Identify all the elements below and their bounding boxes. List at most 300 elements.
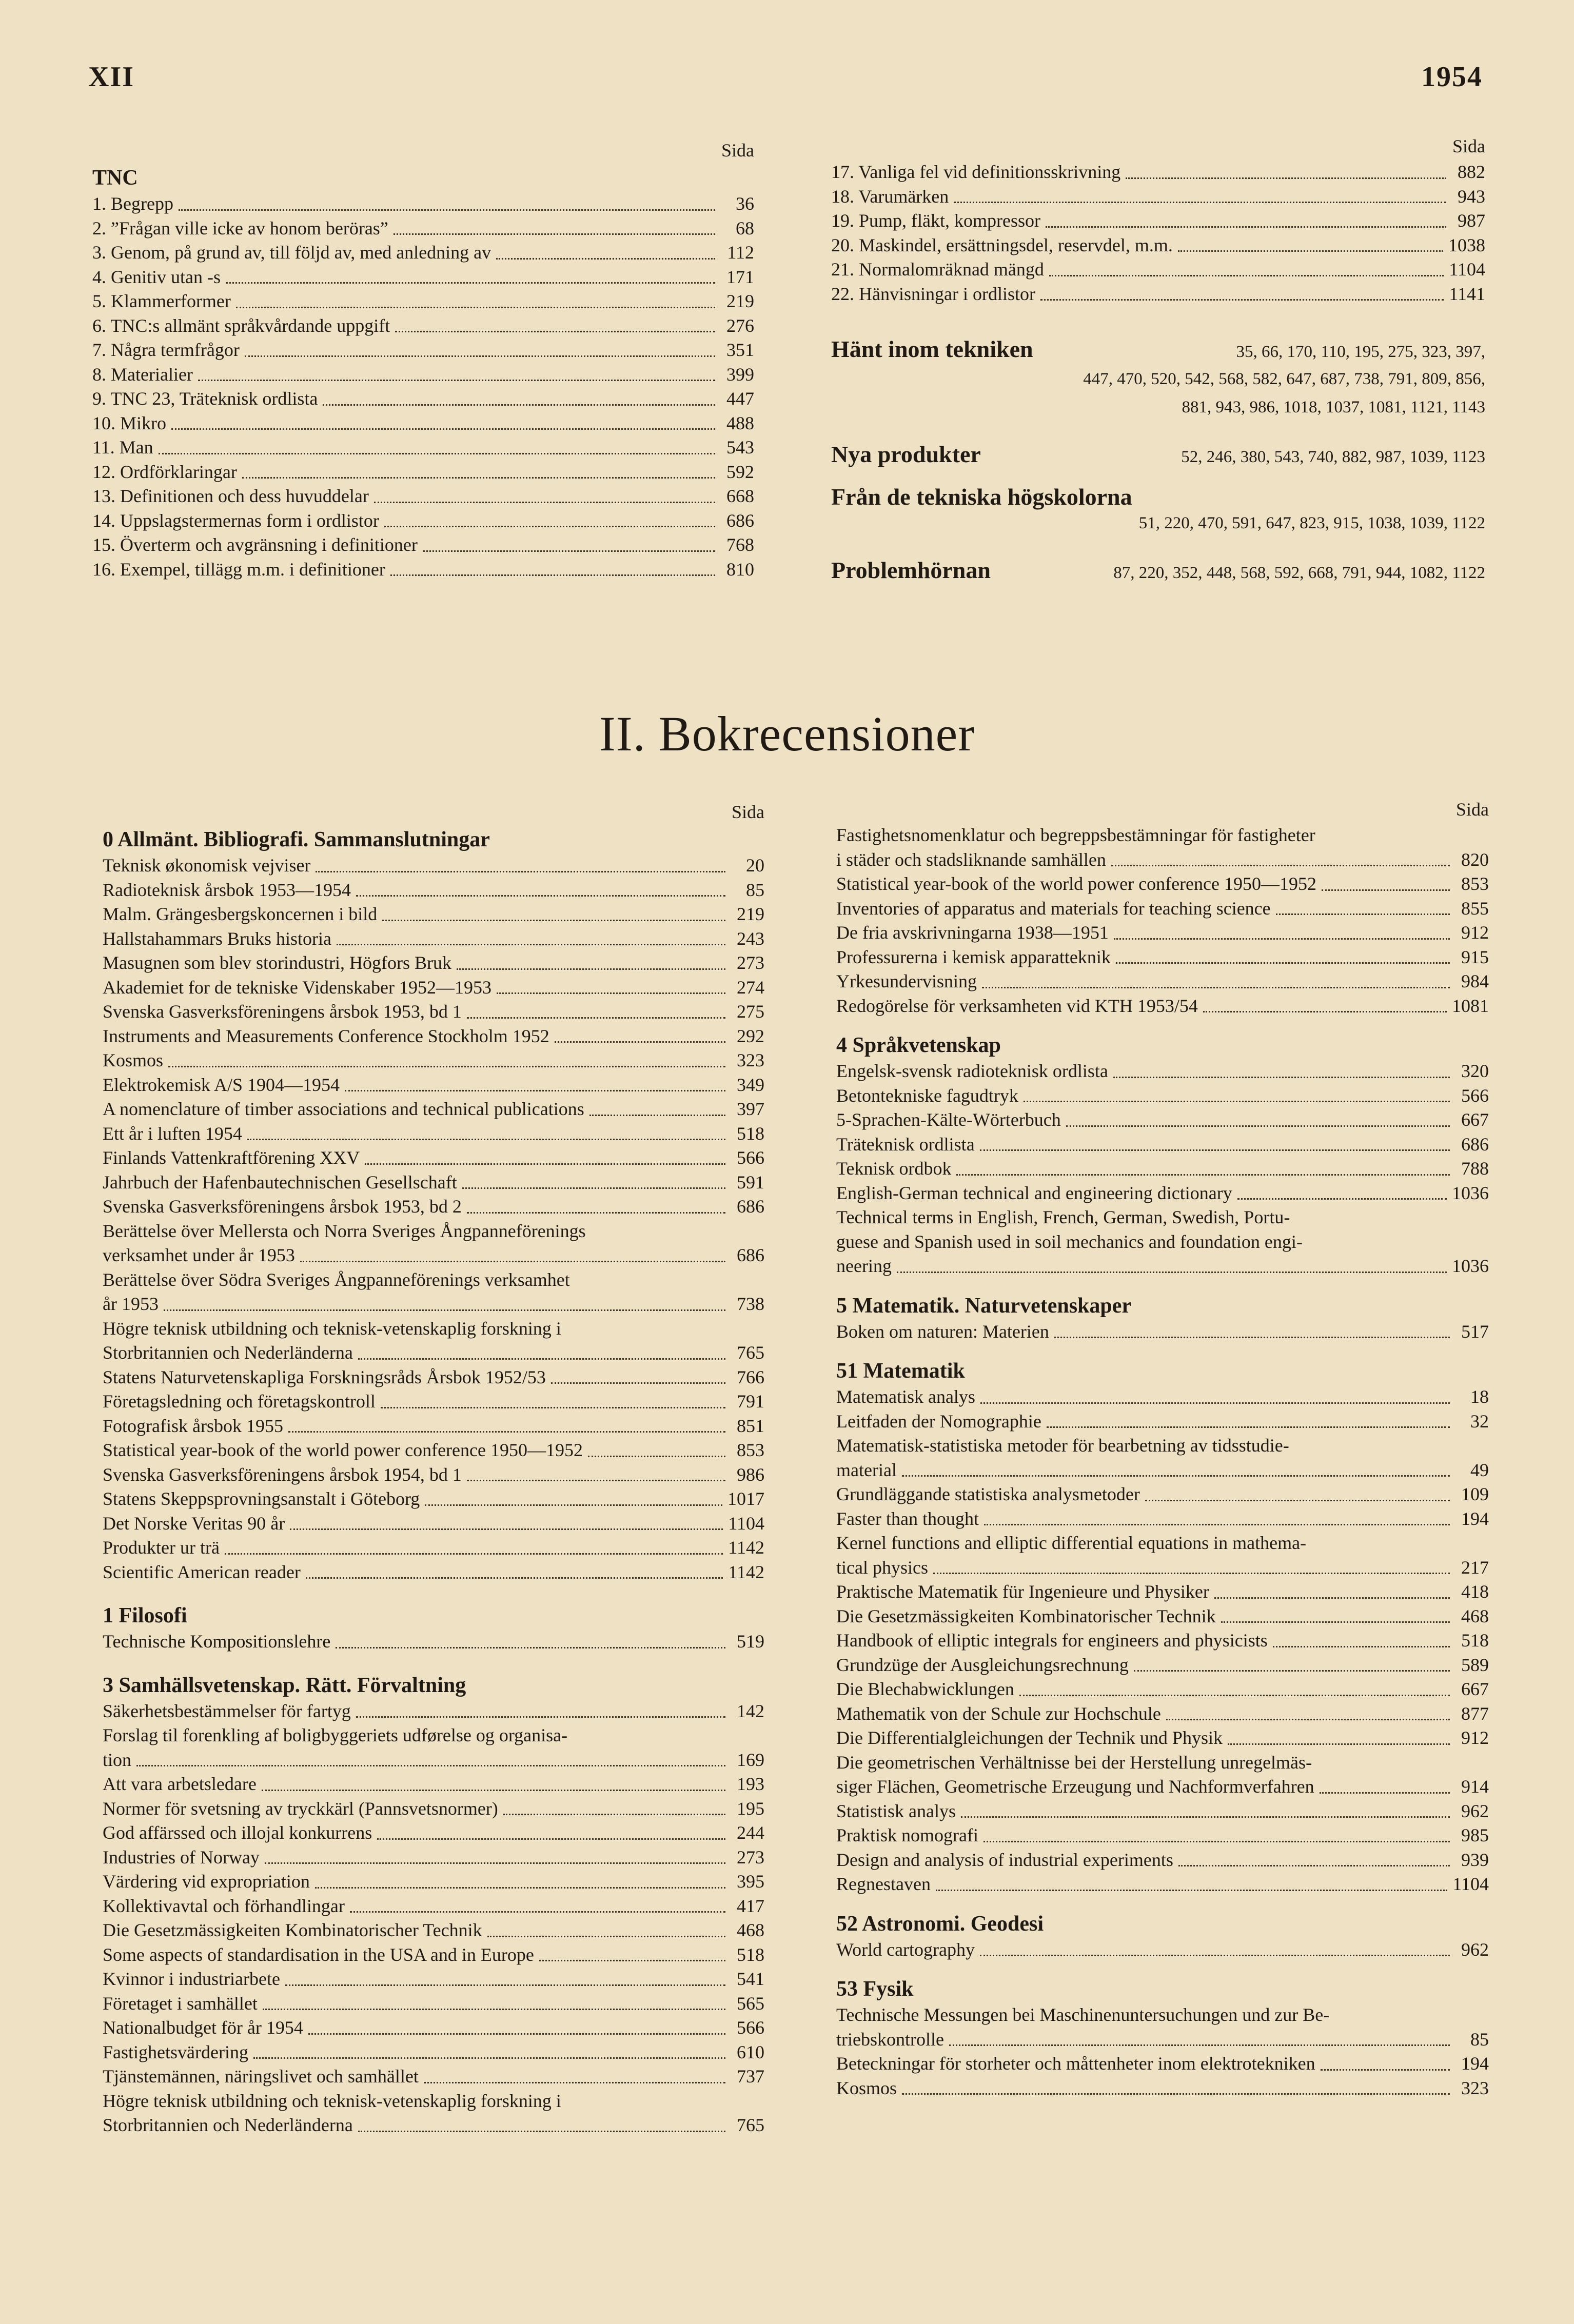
dot-leader bbox=[1116, 962, 1450, 964]
page-ref: 351 bbox=[726, 340, 754, 360]
page-ref: 566 bbox=[1461, 1085, 1489, 1106]
index-entry bbox=[836, 1556, 1489, 1580]
page-ref: 417 bbox=[737, 1895, 764, 1916]
entry-title: Design and analysis of industrial experiments bbox=[836, 1849, 1173, 1870]
dot-leader bbox=[171, 428, 715, 430]
dot-leader bbox=[467, 1017, 725, 1019]
entry-title: Radioteknisk årsbok 1953—1954 bbox=[103, 879, 351, 900]
page-ref: 686 bbox=[1461, 1134, 1489, 1155]
entry-title: neering bbox=[836, 1256, 892, 1276]
dot-leader bbox=[300, 1261, 725, 1262]
reviews-left-column bbox=[103, 800, 764, 2138]
index-entry bbox=[103, 1512, 764, 1536]
index-entry bbox=[103, 1918, 764, 1943]
dot-leader bbox=[350, 1911, 725, 1913]
page-ref: 320 bbox=[1461, 1061, 1489, 1081]
entry-title: 13. Definitionen och dess huvuddelar bbox=[92, 486, 369, 506]
dot-leader bbox=[936, 1890, 1447, 1891]
index-entry bbox=[836, 1799, 1489, 1824]
page-ref: 566 bbox=[737, 1147, 764, 1168]
index-entry bbox=[836, 1059, 1489, 1084]
page-ref: 1141 bbox=[1449, 283, 1485, 304]
index-entry bbox=[103, 1195, 764, 1219]
entry-title: 7. Några termfrågor bbox=[92, 340, 240, 360]
page-ref: 194 bbox=[1461, 2053, 1489, 2074]
dot-leader bbox=[1166, 1719, 1450, 1720]
index-entry bbox=[831, 257, 1485, 282]
entry-title: Technische Kompositionslehre bbox=[103, 1631, 331, 1652]
dot-leader bbox=[956, 1174, 1450, 1176]
dot-leader bbox=[226, 282, 715, 284]
index-entry bbox=[831, 185, 1485, 209]
page-ref: 667 bbox=[1461, 1109, 1489, 1130]
page-ref: 518 bbox=[737, 1944, 764, 1965]
page-ref: 686 bbox=[737, 1245, 764, 1265]
page-ref: 668 bbox=[726, 486, 754, 506]
section-1-title: 1 Filosofi bbox=[103, 1604, 187, 1627]
index-entry bbox=[103, 1073, 764, 1098]
entry-title: Fastighetsvärdering bbox=[103, 2041, 248, 2062]
entry-title: Akademiet for de tekniske Videnskaber 1952—1953 bbox=[103, 977, 491, 998]
index-entry bbox=[836, 1823, 1489, 1848]
section-0-title: 0 Allmänt. Bibliografi. Sammanslutningar bbox=[103, 828, 490, 851]
page-ref: 193 bbox=[737, 1774, 764, 1794]
entry-title: tical physics bbox=[836, 1557, 928, 1578]
sida-label: Sida bbox=[1455, 799, 1489, 820]
page-ref: 591 bbox=[737, 1171, 764, 1193]
entry-title: Praktisk nomografi bbox=[836, 1825, 978, 1845]
dot-leader bbox=[1145, 1500, 1450, 1501]
entry-title: Storbritannien och Nederländerna bbox=[103, 1342, 353, 1363]
page-ref: 962 bbox=[1461, 1939, 1489, 1960]
index-list bbox=[836, 1482, 1489, 1531]
entry-title: siger Flächen, Geometrische Erzeugung und Nachformverfahren bbox=[836, 1776, 1314, 1797]
index-entry bbox=[103, 1630, 764, 1654]
dot-leader bbox=[1066, 1125, 1450, 1127]
index-entry bbox=[831, 160, 1485, 185]
index-entry bbox=[836, 1084, 1489, 1108]
dot-leader bbox=[984, 1524, 1450, 1525]
index-entry bbox=[103, 976, 764, 1000]
entry-title: Kosmos bbox=[836, 2077, 897, 2098]
multiline-entry bbox=[836, 823, 1489, 872]
index-entry bbox=[103, 1170, 764, 1195]
sida-label: Sida bbox=[731, 802, 764, 822]
index-entry bbox=[103, 1536, 764, 1560]
dot-leader bbox=[589, 1115, 725, 1116]
dot-leader bbox=[980, 1955, 1450, 1956]
nya-produkter bbox=[831, 442, 1485, 470]
page-ref: 738 bbox=[737, 1294, 764, 1314]
index-list bbox=[836, 1385, 1489, 1434]
page-ref: 589 bbox=[1461, 1654, 1489, 1675]
entry-title: Finlands Vattenkraftförening XXV bbox=[103, 1147, 360, 1168]
entry-title: 1. Begrepp bbox=[92, 193, 173, 214]
tnc-column bbox=[92, 138, 754, 582]
dot-leader bbox=[1203, 1011, 1447, 1012]
entry-title: Normer för svetsning av tryckkärl (Pannsvetsnormer) bbox=[103, 1798, 498, 1819]
multiline-entry bbox=[836, 1531, 1489, 1580]
page-ref: 112 bbox=[727, 242, 754, 263]
index-list bbox=[103, 853, 764, 1219]
entry-title: Grundzüge der Ausgleichungsrechnung bbox=[836, 1654, 1129, 1675]
entry-title: Mathematik von der Schule zur Hochschule bbox=[836, 1703, 1161, 1724]
index-entry bbox=[831, 233, 1485, 258]
page-ref: 939 bbox=[1461, 1849, 1489, 1870]
index-entry bbox=[103, 878, 764, 903]
dot-leader bbox=[358, 2131, 725, 2132]
dot-leader bbox=[345, 1090, 725, 1091]
index-entry bbox=[103, 1748, 764, 1773]
entry-title: Svenska Gasverksföreningens årsbok 1953, bd 1 bbox=[103, 1001, 462, 1022]
page-ref: 488 bbox=[726, 412, 754, 433]
entry-title: Statens Skeppsprovningsanstalt i Göteborg bbox=[103, 1488, 420, 1509]
entry-title: Statistical year-book of the world power conference 1950—1952 bbox=[836, 873, 1316, 894]
page-ref: 667 bbox=[1461, 1679, 1489, 1699]
reviews-right-column bbox=[836, 798, 1489, 2100]
entry-title-line: Berättelse över Södra Sveriges Ångpanneförenings verksamhet bbox=[103, 1269, 570, 1290]
page-ref: 766 bbox=[737, 1366, 764, 1387]
entry-title-line: Högre teknisk utbildning och teknisk-vetenskaplig forskning i bbox=[103, 2090, 561, 2111]
dot-leader bbox=[253, 2057, 725, 2059]
page-ref: 768 bbox=[726, 534, 754, 555]
index-entry bbox=[836, 1604, 1489, 1629]
section-51-title: 51 Matematik bbox=[836, 1359, 965, 1383]
page-ref: 1104 bbox=[1452, 1874, 1489, 1894]
entry-title: 6. TNC:s allmänt språkvårdande uppgift bbox=[92, 315, 390, 336]
index-entry bbox=[836, 1482, 1489, 1507]
page-ref: 323 bbox=[1461, 2077, 1489, 2098]
hant-pages-2: 447, 470, 520, 542, 568, 582, 647, 687, 738, 791, 809, 856, bbox=[1083, 370, 1485, 388]
entry-title-line: Matematisk-statistiska metoder för bearbetning av tidsstudie- bbox=[836, 1435, 1289, 1456]
page-ref: 395 bbox=[737, 1871, 764, 1892]
multiline-entry bbox=[103, 1723, 764, 1772]
entry-title-line: Technische Messungen bei Maschinenuntersuchungen und zur Be- bbox=[836, 2004, 1330, 2025]
index-entry bbox=[831, 282, 1485, 307]
index-list bbox=[92, 192, 754, 582]
page-ref: 171 bbox=[726, 266, 754, 287]
entry-title: Inventories of apparatus and materials for teaching science bbox=[836, 898, 1271, 919]
entry-title: 17. Vanliga fel vid definitionsskrivning bbox=[831, 162, 1121, 182]
dot-leader bbox=[384, 526, 715, 527]
page-ref: 243 bbox=[737, 928, 764, 949]
entry-title: 20. Maskindel, ersättningsdel, reservdel, m.m. bbox=[831, 234, 1173, 255]
page-ref: 219 bbox=[726, 291, 754, 311]
entry-title: Masugnen som blev storindustri, Högfors Bruk bbox=[103, 952, 451, 973]
index-entry bbox=[836, 1677, 1489, 1702]
page-ref: 18 bbox=[1470, 1386, 1489, 1407]
index-entry bbox=[836, 1181, 1489, 1206]
index-entry bbox=[92, 411, 754, 436]
index-list bbox=[831, 160, 1485, 306]
dot-leader bbox=[503, 1814, 725, 1815]
page-ref: 20 bbox=[746, 855, 764, 876]
dot-leader bbox=[245, 355, 715, 357]
index-entry bbox=[836, 1133, 1489, 1157]
page-ref: 912 bbox=[1461, 922, 1489, 943]
dot-leader bbox=[242, 477, 715, 479]
entry-title: Die Gesetzmässigkeiten Kombinatorischer Technik bbox=[836, 1605, 1216, 1626]
dot-leader bbox=[288, 1431, 725, 1433]
index-list bbox=[103, 1630, 764, 1654]
dot-leader bbox=[225, 1553, 723, 1555]
index-entry bbox=[836, 1409, 1489, 1434]
page-ref: 914 bbox=[1461, 1776, 1489, 1797]
entry-title: 22. Hänvisningar i ordlistor bbox=[831, 283, 1035, 304]
entry-title: Statens Naturvetenskapliga Forskningsråds Årsbok 1952/53 bbox=[103, 1366, 546, 1387]
entry-title: Träteknisk ordlista bbox=[836, 1134, 975, 1155]
index-entry bbox=[92, 484, 754, 509]
index-entry bbox=[103, 2064, 764, 2089]
index-entry bbox=[836, 2028, 1489, 2052]
index-entry bbox=[103, 902, 764, 927]
dot-leader bbox=[236, 307, 715, 308]
page-ref: 1038 bbox=[1448, 234, 1485, 255]
page-ref: 1104 bbox=[728, 1513, 764, 1534]
page-ref: 592 bbox=[726, 461, 754, 482]
entry-title: Det Norske Veritas 90 år bbox=[103, 1513, 285, 1534]
entry-title: Jahrbuch der Hafenbautechnischen Gesellschaft bbox=[103, 1171, 457, 1193]
index-entry bbox=[103, 1341, 764, 1365]
page-ref: 142 bbox=[737, 1700, 764, 1721]
page-ref: 219 bbox=[737, 904, 764, 924]
entry-title: material bbox=[836, 1459, 897, 1480]
dot-leader bbox=[136, 1765, 725, 1766]
page-ref: 273 bbox=[737, 1846, 764, 1868]
entry-title: Säkerhetsbestämmelser för fartyg bbox=[103, 1700, 351, 1721]
page-ref: 851 bbox=[737, 1415, 764, 1436]
index-entry bbox=[103, 1414, 764, 1439]
index-entry bbox=[836, 1108, 1489, 1133]
page-ref: 109 bbox=[1461, 1484, 1489, 1504]
entry-title: 19. Pump, fläkt, kompressor bbox=[831, 210, 1040, 231]
page-ref: 820 bbox=[1461, 849, 1489, 870]
multiline-entry bbox=[103, 1268, 764, 1317]
page-ref: 882 bbox=[1458, 162, 1485, 182]
index-list bbox=[103, 1365, 764, 1585]
index-entry bbox=[103, 1943, 764, 1968]
entry-title: Svenska Gasverksföreningens årsbok 1953, bd 2 bbox=[103, 1196, 462, 1217]
prob-pages: 87, 220, 352, 448, 568, 592, 668, 791, 944, 1082, 1122 bbox=[1113, 563, 1485, 582]
entry-title: Statistisk analys bbox=[836, 1800, 956, 1821]
dot-leader bbox=[1276, 913, 1450, 915]
dot-leader bbox=[179, 209, 715, 211]
dot-leader bbox=[949, 2044, 1450, 2046]
entry-title: 16. Exempel, tillägg m.m. i definitioner bbox=[92, 559, 385, 580]
dot-leader bbox=[933, 1573, 1450, 1574]
dot-leader bbox=[315, 1887, 725, 1889]
entry-title: Some aspects of standardisation in the USA and in Europe bbox=[103, 1944, 534, 1965]
dot-leader bbox=[1114, 938, 1450, 940]
index-list bbox=[836, 1059, 1489, 1205]
volume-year: 1954 bbox=[1421, 61, 1483, 93]
entry-title: triebskontrolle bbox=[836, 2029, 944, 2050]
dot-leader bbox=[262, 1790, 725, 1791]
index-entry bbox=[836, 1507, 1489, 1532]
index-entry bbox=[103, 1894, 764, 1919]
index-entry bbox=[836, 2052, 1489, 2076]
dot-leader bbox=[1228, 1743, 1450, 1745]
index-entry bbox=[836, 1775, 1489, 1799]
entry-title: 4. Genitiv utan -s bbox=[92, 266, 221, 287]
index-entry bbox=[836, 1385, 1489, 1409]
dot-leader bbox=[365, 1163, 725, 1165]
page-ref: 32 bbox=[1470, 1411, 1489, 1432]
section-53-title: 53 Fysik bbox=[836, 1977, 914, 2001]
entry-title: Produkter ur trä bbox=[103, 1537, 220, 1558]
dot-leader bbox=[395, 331, 715, 332]
dot-leader bbox=[1024, 1101, 1450, 1102]
index-entry bbox=[92, 216, 754, 241]
dot-leader bbox=[1178, 1865, 1450, 1866]
entry-title: Företaget i samhället bbox=[103, 1993, 258, 2014]
page-ref: 275 bbox=[737, 1001, 764, 1022]
index-entry bbox=[103, 1000, 764, 1024]
index-entry bbox=[92, 533, 754, 558]
index-entry bbox=[103, 1797, 764, 1821]
page-ref: 276 bbox=[726, 315, 754, 336]
dot-leader bbox=[394, 233, 715, 235]
index-entry bbox=[103, 927, 764, 951]
entry-title: Svenska Gasverksföreningens årsbok 1954, bd 1 bbox=[103, 1464, 462, 1485]
entry-title: Nationalbudget för år 1954 bbox=[103, 2017, 303, 2038]
tnc-title: TNC bbox=[92, 166, 138, 190]
fran-label: Från de tekniska högskolorna bbox=[831, 484, 1132, 510]
section-title: II. Bokrecensioner bbox=[599, 706, 975, 761]
entry-title: Värdering vid expropriation bbox=[103, 1871, 310, 1892]
page-ref: 853 bbox=[737, 1440, 764, 1460]
section-52-title: 52 Astronomi. Geodesi bbox=[836, 1912, 1044, 1936]
dot-leader bbox=[902, 1475, 1450, 1477]
entry-title: Instruments and Measurements Conference Stockholm 1952 bbox=[103, 1025, 549, 1046]
dot-leader bbox=[358, 1358, 725, 1360]
index-list bbox=[103, 1772, 764, 2089]
dot-leader bbox=[316, 871, 725, 872]
index-entry bbox=[836, 1254, 1489, 1279]
index-entry bbox=[836, 2076, 1489, 2101]
multiline-entry bbox=[103, 1219, 764, 1268]
index-entry bbox=[836, 1872, 1489, 1897]
dot-leader bbox=[1237, 1198, 1447, 1200]
page-ref: 194 bbox=[1461, 1508, 1489, 1529]
index-entry bbox=[836, 872, 1489, 897]
index-entry bbox=[92, 460, 754, 485]
multiline-entry bbox=[836, 1434, 1489, 1482]
dot-leader bbox=[961, 1816, 1450, 1818]
entry-title-line: Högre teknisk utbildning och teknisk-vetenskaplig forskning i bbox=[103, 1318, 561, 1339]
entry-title: English-German technical and engineering dictionary bbox=[836, 1182, 1232, 1203]
index-entry bbox=[103, 1438, 764, 1463]
entry-title: verksamhet under år 1953 bbox=[103, 1245, 295, 1265]
page-ref: 397 bbox=[737, 1099, 764, 1119]
entry-title: World cartography bbox=[836, 1939, 975, 1960]
entry-title-line: guese and Spanish used in soil mechanics and foundation engi- bbox=[836, 1231, 1303, 1252]
page-ref: 686 bbox=[737, 1196, 764, 1217]
entry-title: 3. Genom, på grund av, till följd av, med anledning av bbox=[92, 242, 491, 263]
page-ref: 986 bbox=[737, 1464, 764, 1485]
page-ref: 244 bbox=[737, 1822, 764, 1843]
entry-title: Scientific American reader bbox=[103, 1561, 301, 1582]
index-entry bbox=[92, 192, 754, 216]
multiline-entry bbox=[103, 1317, 764, 1365]
page-ref: 399 bbox=[726, 364, 754, 385]
page-ref: 468 bbox=[737, 1920, 764, 1940]
entry-title: år 1953 bbox=[103, 1294, 159, 1314]
dot-leader bbox=[285, 1984, 725, 1986]
nya-label: Nya produkter bbox=[831, 441, 981, 467]
entry-title: 11. Man bbox=[92, 437, 153, 458]
dot-leader bbox=[980, 1149, 1450, 1151]
page-ref: 468 bbox=[1461, 1605, 1489, 1626]
entry-title: tion bbox=[103, 1749, 132, 1770]
entry-title: 12. Ordförklaringar bbox=[92, 461, 237, 482]
page-ref: 273 bbox=[737, 952, 764, 973]
page-ref: 853 bbox=[1461, 873, 1489, 894]
page-ref: 447 bbox=[726, 388, 754, 409]
index-entry bbox=[103, 1845, 764, 1870]
dot-leader bbox=[983, 1841, 1450, 1842]
index-entry bbox=[92, 289, 754, 314]
entry-title: 21. Normalomräknad mängd bbox=[831, 259, 1044, 280]
page-ref: 912 bbox=[1461, 1727, 1489, 1748]
dot-leader bbox=[263, 2009, 725, 2010]
dot-leader bbox=[467, 1480, 725, 1481]
index-entry bbox=[836, 1702, 1489, 1726]
index-entry bbox=[103, 2040, 764, 2065]
index-entry bbox=[103, 951, 764, 976]
page-ref: 566 bbox=[737, 2017, 764, 2038]
entry-title: Die Gesetzmässigkeiten Kombinatorischer Technik bbox=[103, 1920, 482, 1940]
page-ref: 49 bbox=[1470, 1459, 1489, 1480]
dot-leader bbox=[356, 895, 725, 897]
tnc-continued-column bbox=[831, 134, 1485, 586]
dot-leader bbox=[290, 1528, 723, 1530]
entry-title: Elektrokemisk A/S 1904—1954 bbox=[103, 1074, 340, 1095]
section-4-title: 4 Språkvetenskap bbox=[836, 1034, 1001, 1057]
page-ref: 987 bbox=[1458, 210, 1485, 231]
index-entry bbox=[836, 1628, 1489, 1653]
hant-label: Hänt inom tekniken bbox=[831, 336, 1033, 362]
dot-leader bbox=[1322, 889, 1450, 891]
entry-title: Teknisk økonomisk vejviser bbox=[103, 855, 311, 876]
entry-title: Leitfaden der Nomographie bbox=[836, 1411, 1041, 1432]
page-ref: 985 bbox=[1461, 1825, 1489, 1845]
page-ref: 1142 bbox=[728, 1537, 764, 1558]
entry-title: Matematisk analys bbox=[836, 1386, 975, 1407]
dot-leader bbox=[424, 2082, 725, 2083]
entry-title: 14. Uppslagstermernas form i ordlistor bbox=[92, 510, 379, 531]
dot-leader bbox=[1320, 1792, 1450, 1794]
dot-leader bbox=[265, 1862, 725, 1864]
multiline-entry bbox=[836, 1751, 1489, 1799]
index-entry bbox=[103, 1772, 764, 1797]
page-ref: 169 bbox=[737, 1749, 764, 1770]
index-entry bbox=[92, 509, 754, 533]
index-entry bbox=[836, 969, 1489, 994]
index-entry bbox=[103, 1048, 764, 1073]
entry-title: 5. Klammerformer bbox=[92, 291, 231, 311]
dot-leader bbox=[1273, 1646, 1450, 1647]
index-entry bbox=[103, 1292, 764, 1317]
entry-title-line: Die geometrischen Verhältnisse bei der Herstellung unregelmäs- bbox=[836, 1752, 1312, 1773]
dot-leader bbox=[1221, 1621, 1450, 1623]
entry-title: Professurerna i kemisk apparatteknik bbox=[836, 946, 1111, 967]
entry-title: Beteckningar för storheter och måttenheter inom elektrotekniken bbox=[836, 2053, 1315, 2074]
index-list bbox=[836, 872, 1489, 1018]
page-ref: 791 bbox=[737, 1391, 764, 1412]
dot-leader bbox=[374, 502, 715, 503]
page-ref: 543 bbox=[726, 437, 754, 458]
